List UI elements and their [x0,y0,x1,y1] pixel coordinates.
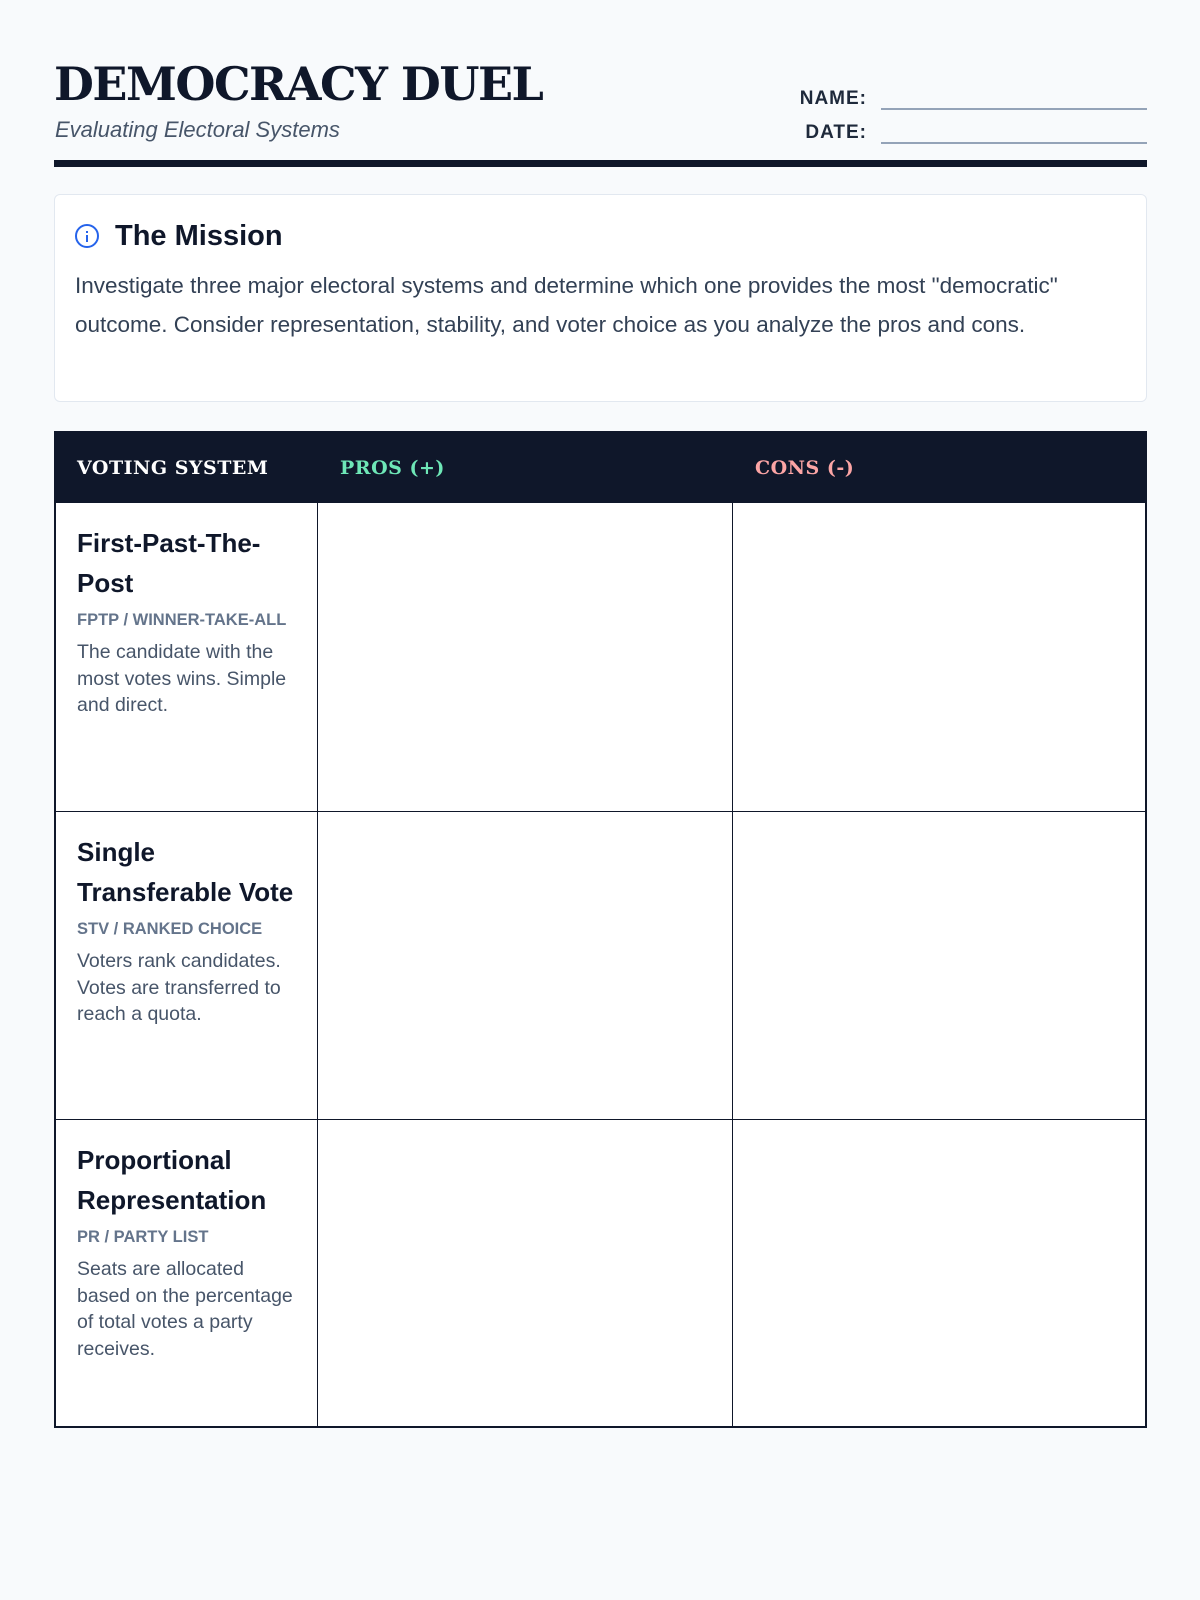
system-description: Seats are allocated based on the percentage of total votes a party receives. [77,1258,293,1360]
pros-cell-pr[interactable] [318,1120,733,1427]
date-field[interactable] [881,120,1147,144]
info-icon [75,224,99,248]
header-cons: CONS (-) [755,457,855,479]
system-tag: PR / PARTY LIST [77,1228,209,1246]
table-row-stv [56,811,1145,1119]
page-title: DEMOCRACY DUEL [54,57,543,111]
system-name: First-Past-The-Post [77,528,261,598]
header-pros: PROS (+) [340,457,445,479]
pros-cell-fptp[interactable] [318,503,733,811]
system-cell [56,1120,318,1427]
cons-cell-fptp[interactable] [733,503,1144,811]
mission-text: Investigate three major electoral systems and determine which one provides the most "democratic" outcome. Consider representation, stability, and voter choice as you analyze the pros and cons. [75,273,1058,337]
system-tag: FPTP / WINNER-TAKE-ALL [77,611,287,629]
name-field[interactable] [881,86,1147,110]
cons-cell-stv[interactable] [733,812,1144,1119]
system-description: The candidate with the most votes wins. Simple and direct. [77,641,287,716]
mission-header [75,219,1126,253]
mission-title: The Mission [115,219,283,252]
worksheet-header [54,0,1147,167]
system-cell [56,812,318,1119]
page-subtitle: Evaluating Electoral Systems [55,117,340,142]
table-row-fptp [56,503,1145,811]
name-label: NAME: [799,88,867,109]
header-voting-system: VOTING SYSTEM [77,457,269,479]
mission-card [54,194,1147,402]
table-row-pr [56,1119,1145,1427]
pros-cell-stv[interactable] [318,812,733,1119]
cons-cell-pr[interactable] [733,1120,1144,1427]
table-header [56,433,1145,503]
worksheet-page [54,0,1147,1360]
name-field-row [777,86,1147,110]
system-description: Voters rank candidates. Votes are transferred to reach a quota. [77,950,281,1025]
system-name: Single Transferable Vote [77,837,294,907]
system-cell [56,503,318,811]
date-label: DATE: [805,122,867,143]
system-tag: STV / RANKED CHOICE [77,920,263,938]
date-field-row [777,120,1147,144]
voting-systems-table [54,431,1147,1428]
system-name: Proportional Representation [77,1145,267,1215]
